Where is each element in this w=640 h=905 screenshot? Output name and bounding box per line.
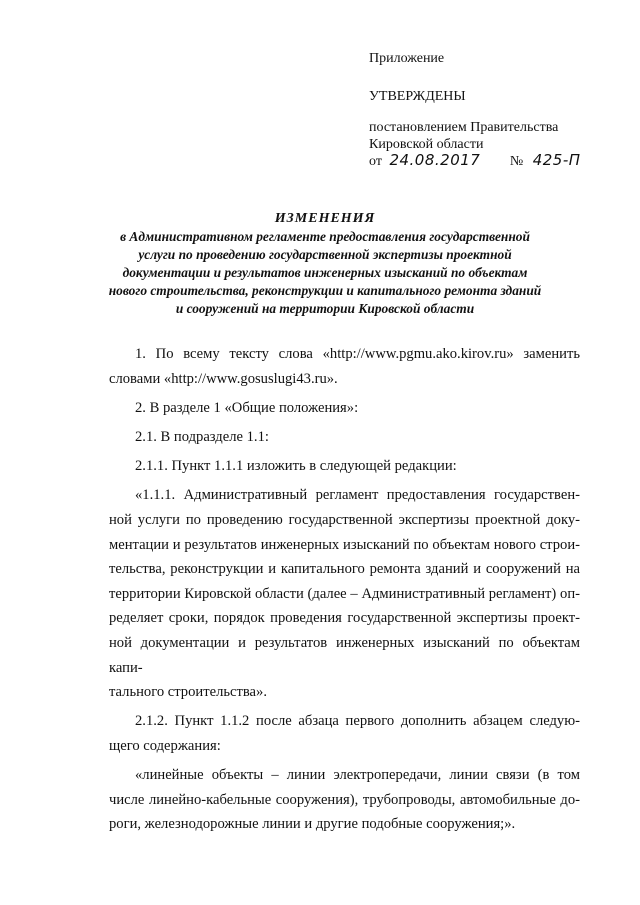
document-title xyxy=(70,210,580,318)
text-line: словами «http://www.gosuslugi43.ru». xyxy=(109,370,338,387)
handwritten-number: 425-П xyxy=(532,151,581,169)
text-line: числе линейно-кабельные сооружения), трубопроводы, автомобильные до- xyxy=(109,791,580,808)
title-line: услуги по проведению государственной экспертизы проектной xyxy=(138,247,512,262)
document-body xyxy=(109,342,580,837)
decree-line-1: постановлением Правительства xyxy=(369,120,559,135)
paragraph-6 xyxy=(109,709,580,758)
title-line: в Административном регламенте предоставления государственной xyxy=(120,229,530,244)
text-line: щего содержания: xyxy=(109,737,221,754)
paragraph-2: 2. В разделе 1 «Общие положения»: xyxy=(135,399,359,416)
paragraph-1 xyxy=(109,342,580,391)
handwritten-date: 24.08.2017 xyxy=(389,151,481,169)
appendix-label: Приложение xyxy=(369,51,445,66)
date-prefix: от xyxy=(369,154,382,169)
title-subtitle xyxy=(70,228,580,318)
paragraph-7 xyxy=(109,763,580,837)
text-line: тального строительства». xyxy=(109,684,267,701)
text-line: роги, железнодорожные линии и другие подобные сооружения;». xyxy=(109,816,516,833)
text-line: 2.1.2. Пункт 1.1.2 после абзаца первого дополнить абзацем следую- xyxy=(135,713,580,730)
decree-date-number xyxy=(369,152,581,170)
paragraph-3: 2.1. В подразделе 1.1: xyxy=(135,428,269,445)
text-line: «линейные объекты – линии электропередачи, линии связи (в том xyxy=(135,767,580,784)
title-line: документации и результатов инженерных изысканий по объектам xyxy=(122,265,528,280)
title-main: ИЗМЕНЕНИЯ xyxy=(274,211,376,226)
text-line: «1.1.1. Административный регламент предоставления государствен- xyxy=(135,487,580,504)
text-line: ределяет сроки, порядок проведения государственной экспертизы проект- xyxy=(109,610,580,627)
number-prefix: № xyxy=(509,154,524,169)
paragraph-5 xyxy=(109,483,580,704)
paragraph-4: 2.1.1. Пункт 1.1.1 изложить в следующей редакции: xyxy=(135,458,457,475)
text-line: территории Кировской области (далее – Административный регламент) оп- xyxy=(109,585,580,602)
text-line: ной документации и результатов инженерных изысканий по объектам капи- xyxy=(109,634,580,676)
decree-line-2: Кировской области xyxy=(369,137,484,152)
text-line: тельства, реконструкции и капитального ремонта зданий и сооружений на xyxy=(109,561,580,578)
text-line: ментации и результатов инженерных изысканий по объектам нового строи- xyxy=(109,536,580,553)
title-line: и сооружений на территории Кировской области xyxy=(175,301,475,316)
text-line: ной услуги по проведению государственной экспертизы проектной доку- xyxy=(109,511,580,528)
text-line: 1. По всему тексту слова «http://www.pgmu.ako.kirov.ru» заменить xyxy=(135,346,580,362)
approved-label: УТВЕРЖДЕНЫ xyxy=(369,89,466,104)
title-line: нового строительства, реконструкции и капитального ремонта зданий xyxy=(108,283,542,298)
